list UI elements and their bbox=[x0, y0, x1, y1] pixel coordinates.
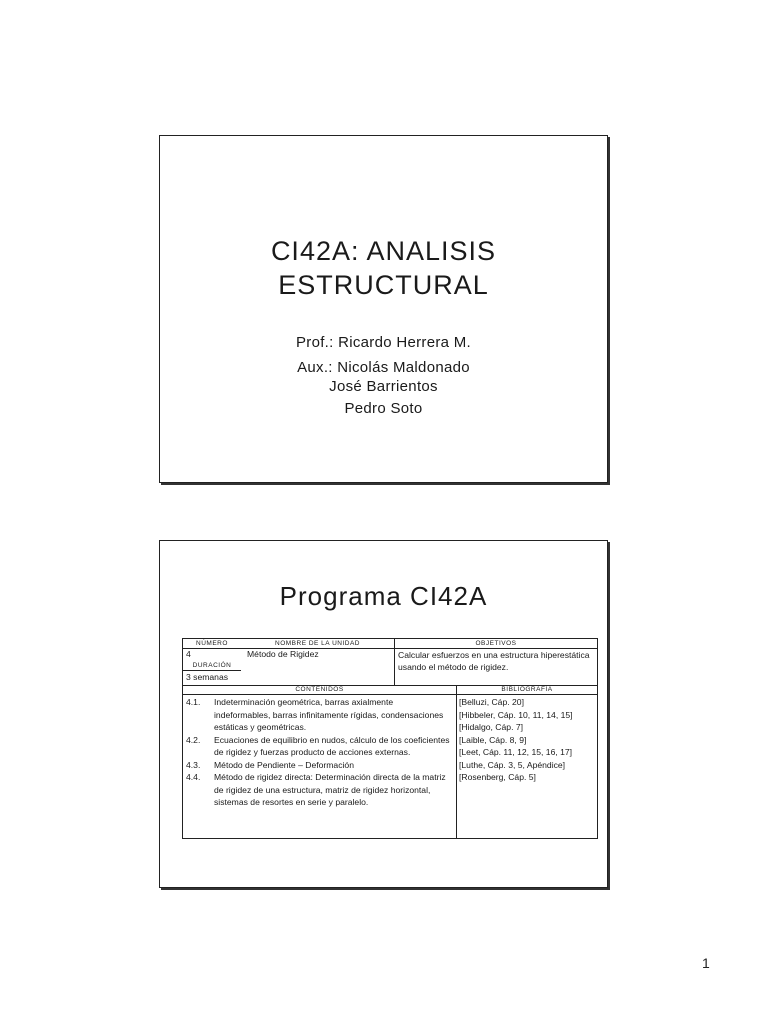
list-item: [Laible, Cáp. 8, 9] bbox=[459, 734, 527, 745]
list-item: 4.4. Método de rigidez directa: Determinación directa de la matriz de rigidez de una estructura, matriz de rigidez horizontal, sistemas de resortes en serie y paralelo. bbox=[186, 772, 446, 807]
unit-cell bbox=[183, 639, 395, 685]
table-row-contents bbox=[183, 685, 597, 838]
list-item: 4.3. Método de Pendiente – Deformación bbox=[186, 759, 354, 770]
title-line-1: CI42A: ANALISIS bbox=[270, 236, 497, 266]
list-item: [Leet, Cáp. 11, 12, 15, 16, 17] bbox=[459, 747, 573, 757]
unit-number: 4 bbox=[186, 649, 191, 659]
objectives-text: Calcular esfuerzos en una estructura hiperestática usando el método de rigidez. bbox=[398, 650, 590, 672]
program-title: Programa CI42A bbox=[279, 581, 488, 611]
header-objetivos: OBJETIVOS bbox=[395, 639, 597, 649]
slide-title-heading bbox=[160, 234, 607, 302]
unit-name: Método de Rigidez bbox=[247, 649, 319, 659]
assistant-line-2: José Barrientos bbox=[329, 378, 438, 395]
unit-duration: 3 semanas bbox=[186, 672, 229, 682]
list-item: [Hidalgo, Cáp. 7] bbox=[459, 722, 524, 732]
slide-title bbox=[159, 135, 608, 483]
header-nombre: NOMBRE DE LA UNIDAD bbox=[275, 640, 360, 647]
slide-program bbox=[159, 540, 608, 888]
slide-authors bbox=[160, 332, 607, 420]
assistant-line-3: Pedro Soto bbox=[344, 400, 423, 417]
list-item: 4.1. Indeterminación geométrica, barras axialmente indeformables, barras infinitamente rígidas, condensaciones estáticas y geométricas. bbox=[186, 697, 444, 732]
list-item: [Belluzi, Cáp. 20] bbox=[459, 697, 524, 707]
contents-list bbox=[186, 696, 451, 809]
list-item: [Hibbeler, Cáp. 10, 11, 14, 15] bbox=[459, 709, 573, 720]
header-numero: NÚMERO bbox=[196, 640, 228, 647]
contents-cell bbox=[183, 685, 457, 838]
title-line-2: ESTRUCTURAL bbox=[278, 270, 489, 300]
page-number: 1 bbox=[702, 955, 710, 971]
bibliography-cell bbox=[457, 685, 597, 838]
program-table bbox=[182, 638, 598, 839]
header-bibliografia: BIBLIOGRAFÍA bbox=[457, 685, 597, 695]
list-item: [Rosenberg, Cáp. 5] bbox=[459, 772, 536, 782]
objectives-cell bbox=[395, 639, 597, 685]
bibliography-list bbox=[459, 696, 597, 784]
table-row-unit bbox=[183, 639, 597, 686]
list-item: [Luthe, Cáp. 3, 5, Apéndice] bbox=[459, 759, 566, 770]
header-contenidos: CONTENIDOS bbox=[183, 685, 456, 695]
list-item: 4.2. Ecuaciones de equilibrio en nudos, cálculo de los coeficientes de rigidez y fuerzas producto de acciones externas. bbox=[186, 734, 450, 757]
professor-line: Prof.: Ricardo Herrera M. bbox=[295, 334, 472, 351]
assistant-line: Aux.: Nicolás Maldonado bbox=[297, 359, 470, 376]
header-duracion: DURACIÓN bbox=[183, 661, 241, 671]
